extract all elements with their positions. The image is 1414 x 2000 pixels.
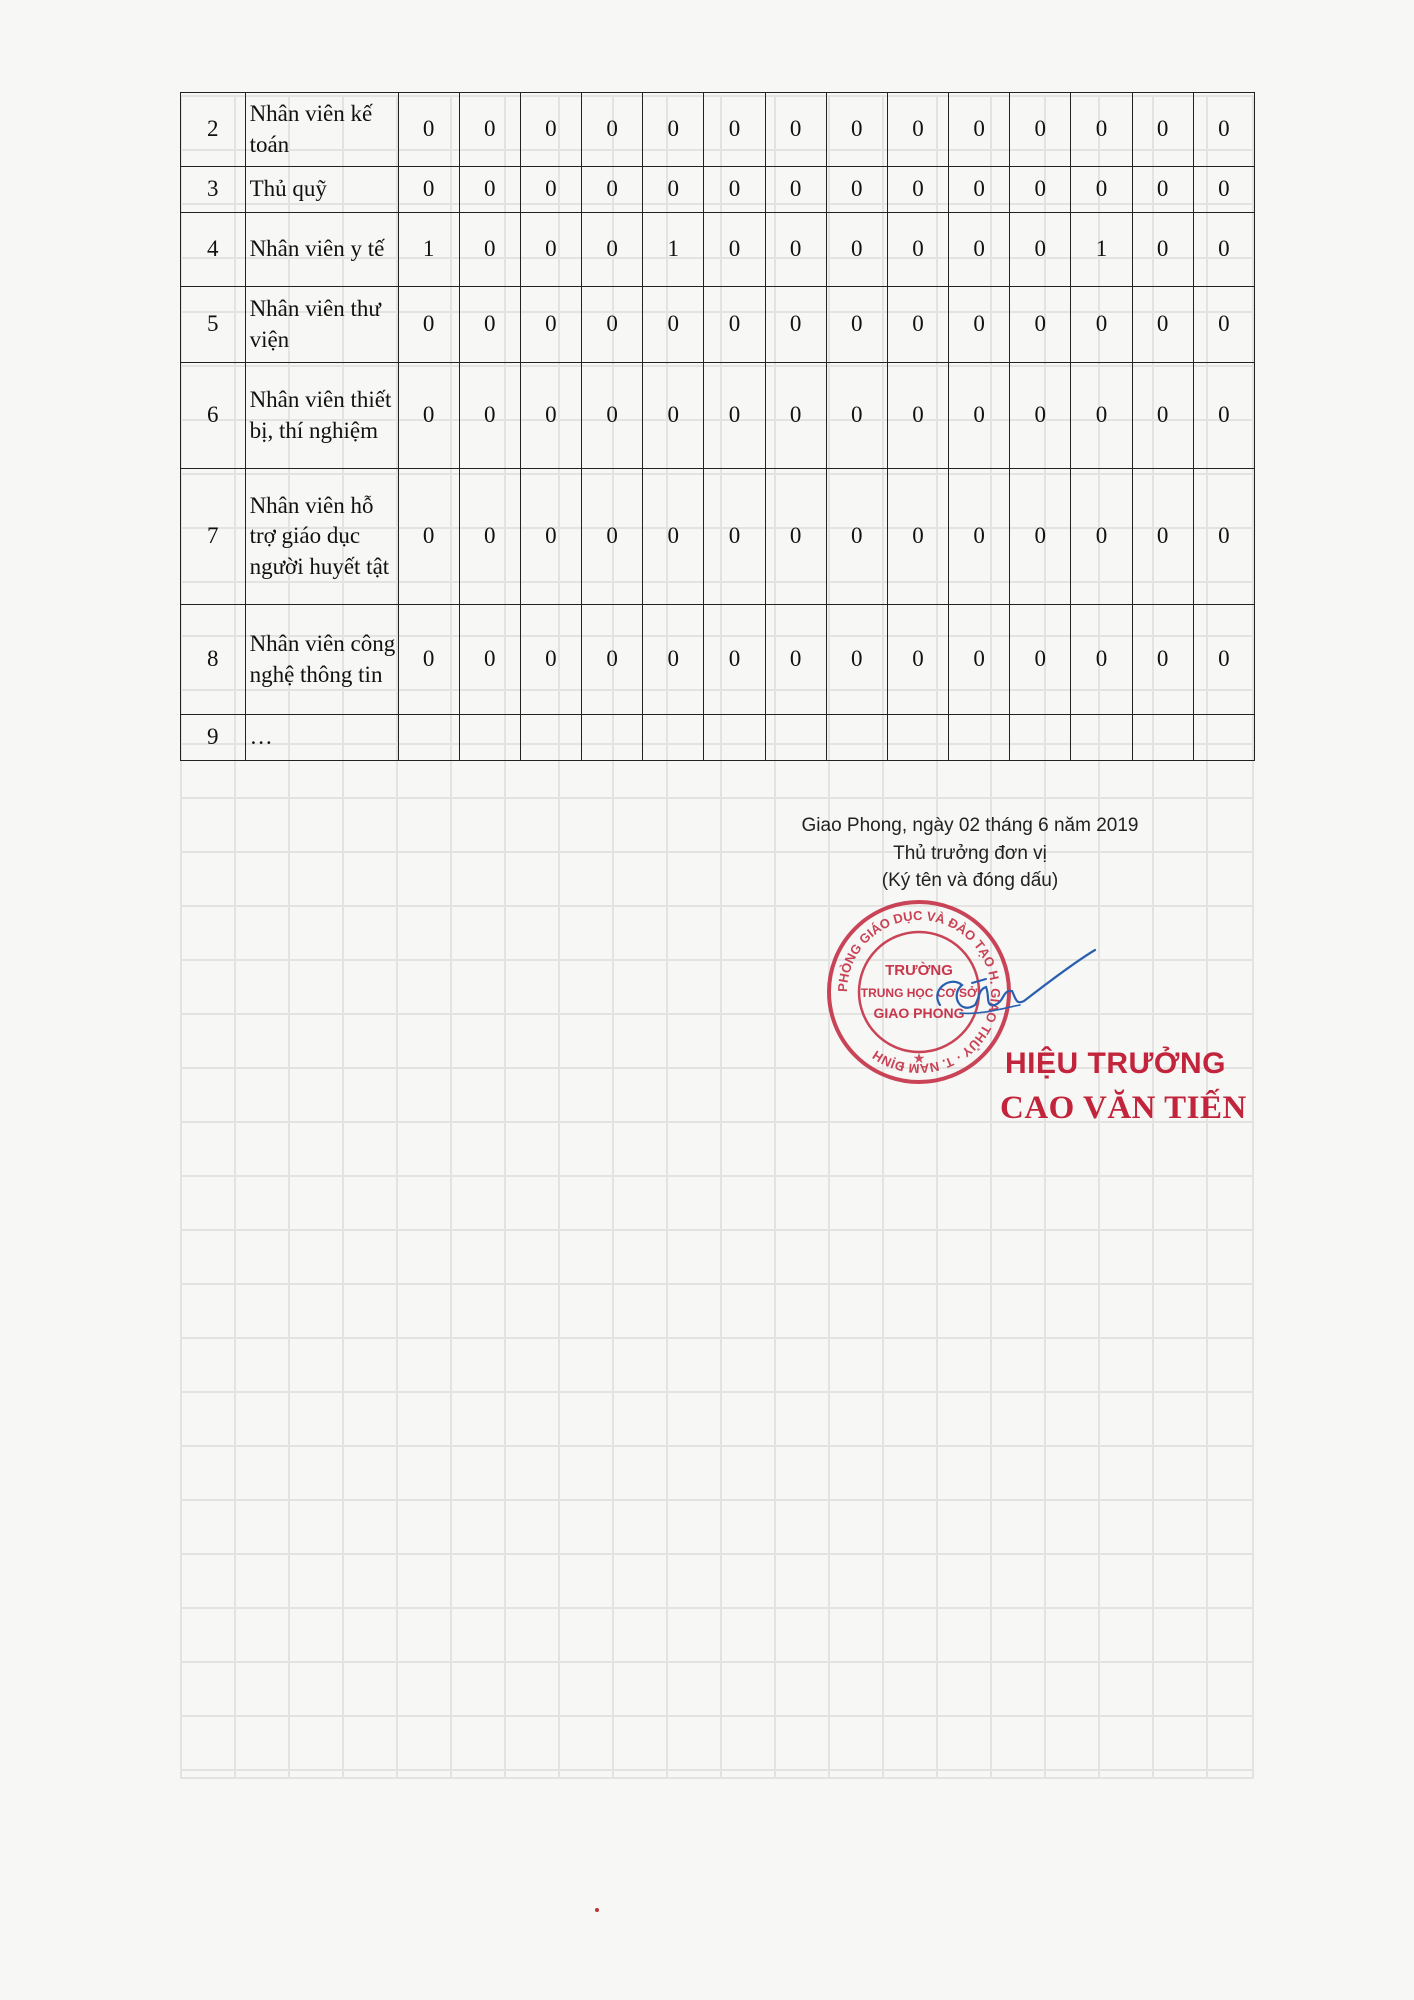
count-cell: [949, 715, 1010, 761]
count-cell: 0: [1010, 93, 1071, 167]
count-cell: 0: [520, 363, 581, 469]
count-cell: 0: [1071, 167, 1132, 213]
signature-block: [770, 812, 1170, 895]
staff-position-name: Nhân viên hỗ trợ giáo dục người huyết tật: [245, 469, 398, 605]
count-cell: 0: [1132, 213, 1193, 287]
count-cell: 0: [1193, 287, 1254, 363]
count-cell: 0: [765, 93, 826, 167]
count-cell: 0: [459, 605, 520, 715]
count-cell: 0: [459, 469, 520, 605]
stamp-line-2: TRUNG HỌC CƠ SỞ: [860, 986, 978, 1000]
count-cell: 0: [704, 213, 765, 287]
signer-role: Thủ trưởng đơn vị: [893, 842, 1047, 864]
row-number: 5: [181, 287, 246, 363]
count-cell: 0: [887, 213, 948, 287]
count-cell: 0: [949, 605, 1010, 715]
count-cell: 0: [1193, 469, 1254, 605]
count-cell: 0: [1010, 363, 1071, 469]
count-cell: 0: [1010, 605, 1071, 715]
count-cell: 0: [704, 469, 765, 605]
count-cell: 0: [765, 287, 826, 363]
count-cell: 0: [1132, 167, 1193, 213]
count-cell: [1010, 715, 1071, 761]
count-cell: 0: [398, 469, 459, 605]
signer-name: CAO VĂN TIẾN: [1000, 1090, 1247, 1126]
row-number: 7: [181, 469, 246, 605]
count-cell: 0: [1010, 213, 1071, 287]
count-cell: 0: [643, 605, 704, 715]
count-cell: [765, 715, 826, 761]
count-cell: 0: [704, 167, 765, 213]
staff-table: [180, 92, 1255, 761]
staff-position-name: Thủ quỹ: [245, 167, 398, 213]
table-row: [181, 469, 1255, 605]
count-cell: 0: [949, 213, 1010, 287]
count-cell: 0: [459, 167, 520, 213]
stamp-line-3: GIAO PHONG: [873, 1005, 965, 1021]
count-cell: 0: [826, 213, 887, 287]
count-cell: 0: [826, 605, 887, 715]
sign-instruction: (Ký tên và đóng dấu): [881, 870, 1059, 892]
count-cell: 0: [1132, 287, 1193, 363]
count-cell: 0: [887, 469, 948, 605]
count-cell: 0: [459, 287, 520, 363]
count-cell: 0: [398, 93, 459, 167]
count-cell: [1132, 715, 1193, 761]
count-cell: 1: [1071, 213, 1132, 287]
count-cell: 1: [398, 213, 459, 287]
handwritten-signature: [920, 935, 1100, 1045]
count-cell: 0: [704, 363, 765, 469]
count-cell: 0: [765, 363, 826, 469]
ink-speck: [595, 1908, 599, 1912]
place-date: Giao Phong, ngày 02 tháng 6 năm 2019: [801, 815, 1139, 836]
count-cell: 0: [1132, 605, 1193, 715]
count-cell: 0: [398, 287, 459, 363]
count-cell: 0: [887, 605, 948, 715]
table-row: [181, 363, 1255, 469]
table-row: [181, 605, 1255, 715]
count-cell: 0: [1193, 213, 1254, 287]
count-cell: 0: [704, 605, 765, 715]
count-cell: 0: [459, 213, 520, 287]
count-cell: 0: [704, 287, 765, 363]
count-cell: 0: [887, 167, 948, 213]
count-cell: 0: [826, 469, 887, 605]
count-cell: 0: [1010, 167, 1071, 213]
count-cell: 0: [582, 93, 643, 167]
stamp-ring-text: PHÒNG GIÁO DỤC VÀ ĐÀO TẠO H. GIAO THỦY · T. NAM ĐỊNH: [834, 907, 1004, 1077]
count-cell: 0: [1193, 605, 1254, 715]
count-cell: 0: [1010, 469, 1071, 605]
count-cell: [459, 715, 520, 761]
count-cell: [826, 715, 887, 761]
row-number: 2: [181, 93, 246, 167]
count-cell: [643, 715, 704, 761]
count-cell: 0: [520, 213, 581, 287]
count-cell: 0: [765, 469, 826, 605]
signer-title: HIỆU TRƯỞNG: [1005, 1047, 1226, 1080]
count-cell: 0: [949, 363, 1010, 469]
count-cell: 0: [1010, 287, 1071, 363]
count-cell: 0: [520, 605, 581, 715]
table-row: [181, 213, 1255, 287]
count-cell: 0: [1071, 287, 1132, 363]
count-cell: 0: [520, 93, 581, 167]
staff-position-name: Nhân viên kế toán: [245, 93, 398, 167]
count-cell: 0: [398, 167, 459, 213]
count-cell: 0: [582, 605, 643, 715]
count-cell: 1: [643, 213, 704, 287]
count-cell: 0: [887, 287, 948, 363]
count-cell: 0: [582, 469, 643, 605]
count-cell: 0: [765, 605, 826, 715]
count-cell: 0: [765, 213, 826, 287]
count-cell: [520, 715, 581, 761]
stamp-line-1: TRƯỜNG: [885, 962, 953, 979]
count-cell: 0: [826, 287, 887, 363]
count-cell: 0: [582, 363, 643, 469]
count-cell: 0: [643, 167, 704, 213]
count-cell: 0: [887, 93, 948, 167]
count-cell: 0: [949, 167, 1010, 213]
count-cell: 0: [1132, 469, 1193, 605]
staff-position-name: Nhân viên thiết bị, thí nghiệm: [245, 363, 398, 469]
svg-text:★: ★: [912, 1052, 926, 1067]
count-cell: 0: [949, 469, 1010, 605]
staff-table-body: [181, 93, 1255, 761]
staff-position-name: …: [245, 715, 398, 761]
table-row: [181, 715, 1255, 761]
table-row: [181, 167, 1255, 213]
count-cell: 0: [704, 93, 765, 167]
count-cell: [704, 715, 765, 761]
count-cell: [398, 715, 459, 761]
table-row: [181, 93, 1255, 167]
count-cell: 0: [1071, 363, 1132, 469]
staff-position-name: Nhân viên y tế: [245, 213, 398, 287]
count-cell: 0: [1071, 93, 1132, 167]
count-cell: 0: [1193, 363, 1254, 469]
row-number: 8: [181, 605, 246, 715]
table-row: [181, 287, 1255, 363]
count-cell: 0: [643, 469, 704, 605]
count-cell: 0: [949, 93, 1010, 167]
row-number: 3: [181, 167, 246, 213]
count-cell: 0: [459, 363, 520, 469]
count-cell: 0: [582, 167, 643, 213]
count-cell: 0: [643, 287, 704, 363]
count-cell: 0: [887, 363, 948, 469]
count-cell: [1071, 715, 1132, 761]
count-cell: 0: [1071, 605, 1132, 715]
row-number: 6: [181, 363, 246, 469]
count-cell: 0: [949, 287, 1010, 363]
count-cell: 0: [459, 93, 520, 167]
count-cell: 0: [520, 287, 581, 363]
count-cell: [582, 715, 643, 761]
staff-position-name: Nhân viên công nghệ thông tin: [245, 605, 398, 715]
count-cell: 0: [643, 363, 704, 469]
count-cell: 0: [520, 469, 581, 605]
count-cell: 0: [1193, 167, 1254, 213]
row-number: 4: [181, 213, 246, 287]
count-cell: 0: [826, 363, 887, 469]
count-cell: [1193, 715, 1254, 761]
count-cell: 0: [1132, 93, 1193, 167]
count-cell: 0: [398, 605, 459, 715]
count-cell: 0: [826, 93, 887, 167]
count-cell: 0: [765, 167, 826, 213]
count-cell: 0: [398, 363, 459, 469]
count-cell: 0: [582, 287, 643, 363]
count-cell: 0: [1071, 469, 1132, 605]
count-cell: 0: [520, 167, 581, 213]
count-cell: 0: [1132, 363, 1193, 469]
count-cell: 0: [643, 93, 704, 167]
count-cell: [887, 715, 948, 761]
row-number: 9: [181, 715, 246, 761]
count-cell: 0: [826, 167, 887, 213]
staff-position-name: Nhân viên thư viện: [245, 287, 398, 363]
count-cell: 0: [1193, 93, 1254, 167]
count-cell: 0: [582, 213, 643, 287]
